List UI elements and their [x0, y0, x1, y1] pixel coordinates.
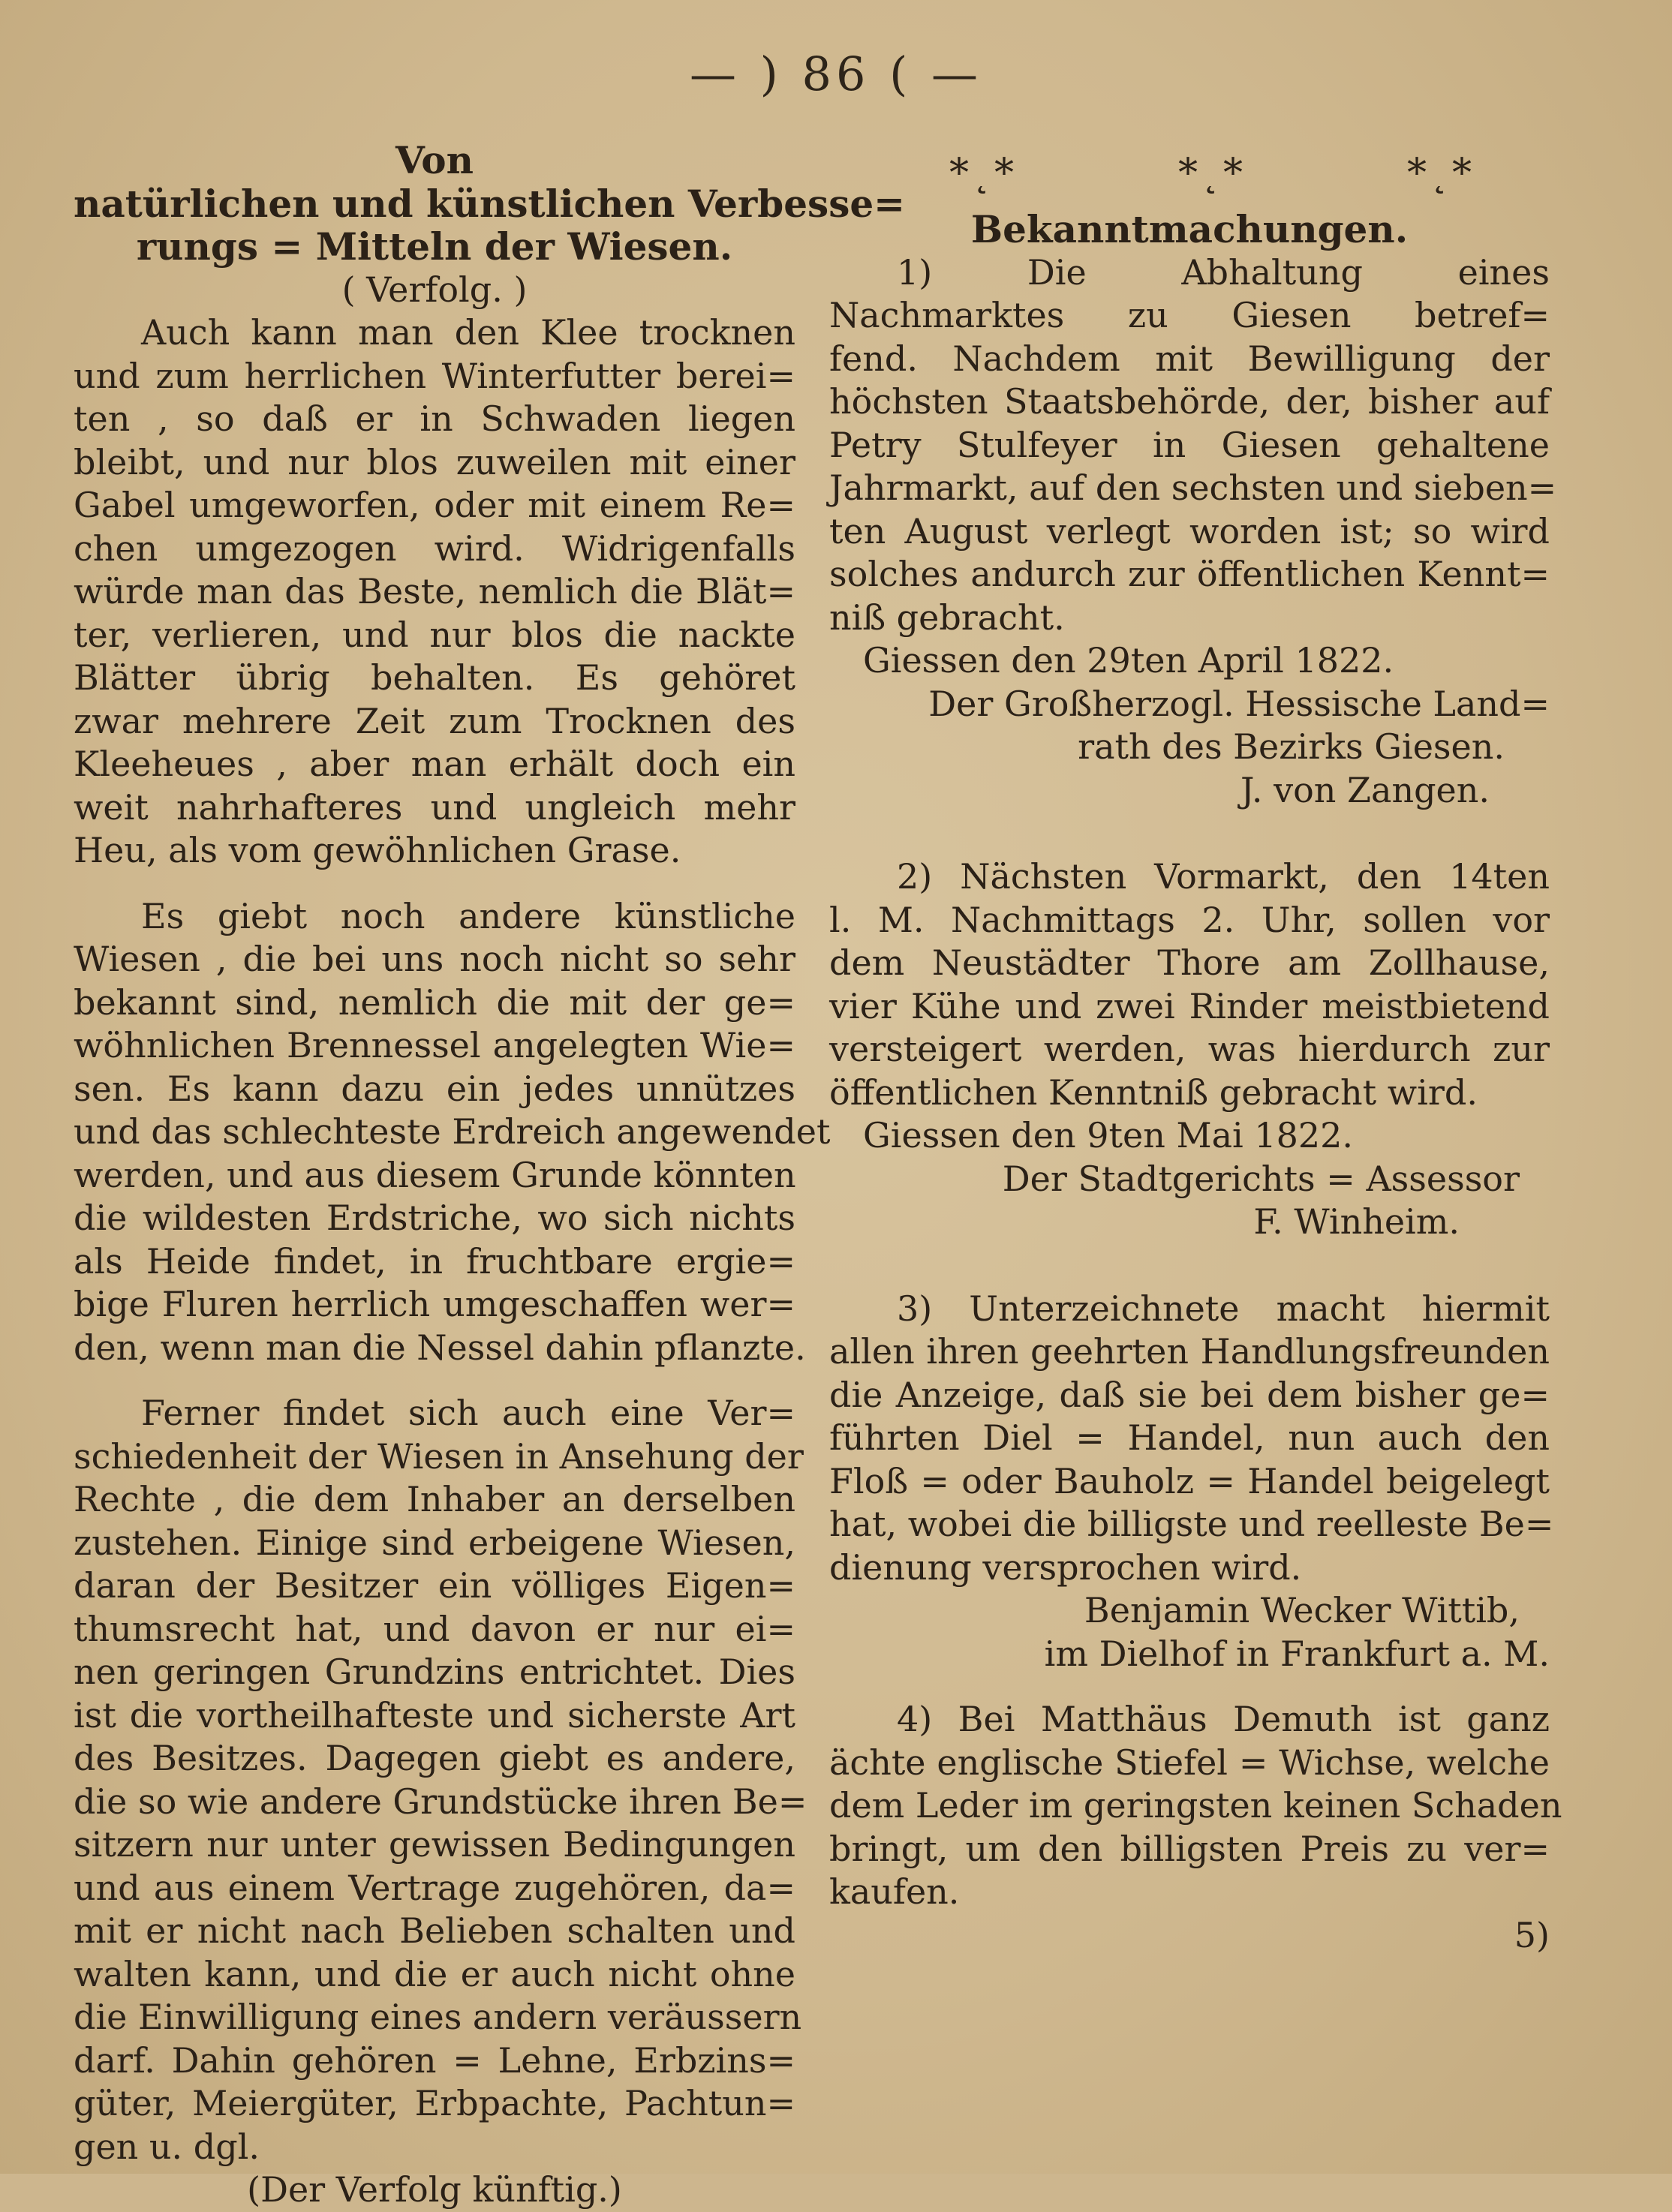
text-line: Blätter übrig behalten. Es gehöret [74, 657, 795, 698]
text-line: vier Kühe und zwei Rinder meistbietend [829, 985, 1550, 1026]
text-line: zustehen. Einige sind erbeigene Wiesen, [74, 1522, 795, 1563]
text-line: dem Neustädter Thore am Zollhause, [829, 942, 1550, 983]
text-line: güter, Meiergüter, Erbpachte, Pachtun= [74, 2083, 795, 2123]
signature-name: J. von Zangen. [1240, 769, 1490, 810]
signature-name: F. Winheim. [1253, 1201, 1460, 1242]
text-line: zwar mehrere Zeit zum Trocknen des [74, 700, 795, 741]
text-line: nen geringen Grundzins entrichtet. Dies [74, 1651, 795, 1692]
notice-2 [829, 855, 1550, 1244]
right-column [829, 139, 1562, 1957]
text-line: solches andurch zur öffentlichen Kennt= [829, 554, 1550, 594]
text-line: und aus einem Vertrage zugehören, da= [74, 1867, 795, 1908]
paragraph [74, 895, 831, 1370]
text-line: 4) Bei Matthäus Demuth ist ganz [897, 1699, 1550, 1739]
text-line: Gabel umgeworfen, oder mit einem Re= [74, 485, 795, 525]
signature-line: Der Großherzogl. Hessische Land= [928, 683, 1550, 724]
text-line: die so wie andere Grundstücke ihren Be= [74, 1781, 807, 1822]
text-line: weit nahrhafteres und ungleich mehr [74, 786, 795, 828]
page-number: — ) 86 ( — [689, 47, 983, 101]
text-line: Rechte , die dem Inhaber an derselben [74, 1479, 795, 1519]
text-line: daran der Besitzer ein völliges Eigen= [74, 1565, 795, 1606]
text-line: dem Leder im geringsten keinen Schaden [829, 1785, 1562, 1826]
text-line: versteigert werden, was hierdurch zur [829, 1029, 1550, 1069]
text-line: ten August verlegt worden ist; so wird [829, 510, 1550, 551]
text-line: walten kann, und die er auch nicht ohne [74, 1953, 795, 1994]
text-line: 1) Die Abhaltung eines [897, 251, 1550, 293]
text-line: ächte englische Stiefel = Wichse, welche [829, 1742, 1550, 1783]
text-line: ten , so daß er in Schwaden liegen [74, 398, 795, 439]
article-title-line: natürlichen und künstlichen Verbesse= [74, 181, 906, 226]
text-line: chen umgezogen wird. Widrigenfalls [74, 527, 795, 569]
paragraph [74, 1392, 807, 2168]
notice-1 [829, 251, 1557, 813]
text-line: Nachmarktes zu Giesen betref= [829, 295, 1550, 335]
text-line: sitzern nur unter gewissen Bedingungen [74, 1824, 795, 1865]
star-ornament: *˛* [1407, 151, 1475, 196]
text-line: führten Diel = Handel, nun auch den [829, 1417, 1550, 1458]
text-line: werden, und aus diesem Grunde könnten [74, 1154, 796, 1195]
text-line: ist die vortheilhafteste und sicherste Art [74, 1694, 795, 1736]
notice-date: Giessen den 29ten April 1822. [863, 640, 1394, 681]
text-line: den, wenn man die Nessel dahin pflanzte. [74, 1327, 806, 1368]
ornament-stars [829, 139, 1550, 208]
text-line: mit er nicht nach Belieben schalten und [74, 1910, 795, 1951]
text-line: thumsrecht hat, und davon er nur ei= [74, 1608, 795, 1649]
text-line: darf. Dahin gehören = Lehne, Erbzins= [74, 2039, 795, 2081]
text-line: Es giebt noch andere künstliche [141, 895, 795, 936]
text-line: schiedenheit der Wiesen in Ansehung der [74, 1435, 804, 1477]
catchword: 5) [1514, 1914, 1550, 1955]
text-line: dienung versprochen wird. [829, 1546, 1302, 1588]
star-ornament: *˛* [949, 151, 1017, 196]
text-line: als Heide findet, in fruchtbare ergie= [74, 1240, 795, 1282]
text-line: und zum herrlichen Winterfutter berei= [74, 355, 795, 396]
notice-4 [829, 1698, 1562, 1914]
text-line: Jahrmarkt, auf den sechsten und sieben= [829, 467, 1557, 508]
text-line: würde man das Beste, nemlich die Blät= [74, 571, 795, 612]
text-line: die wildesten Erdstriche, wo sich nichts [74, 1198, 795, 1238]
notice-date: Giessen den 9ten Mai 1822. [863, 1115, 1354, 1156]
text-line: Heu, als vom gewöhnlichen Grase. [74, 830, 681, 870]
section-heading: Bekanntmachungen. [970, 207, 1409, 251]
text-line: bige Fluren herrlich umgeschaffen wer= [74, 1284, 795, 1324]
text-line: gen u. dgl. [74, 2126, 260, 2167]
star-ornament: *˛* [1178, 151, 1246, 196]
text-line: sen. Es kann dazu ein jedes unnützes [74, 1068, 795, 1109]
text-line: bringt, um den billigsten Preis zu ver= [829, 1828, 1550, 1869]
text-line: Ferner findet sich auch eine Ver= [141, 1393, 795, 1433]
text-line: hat, wobei die billigste und reelleste Be= [829, 1504, 1554, 1544]
text-line: ter, verlieren, und nur blos die nackte [74, 614, 795, 655]
signature-name: Benjamin Wecker Wittib, [1084, 1590, 1520, 1630]
paragraph [74, 311, 795, 873]
text-line: des Besitzes. Dagegen giebt es andere, [74, 1738, 795, 1778]
text-line: öffentlichen Kenntniß gebracht wird. [829, 1071, 1478, 1113]
text-line: die Einwilligung eines andern veräussern [74, 1997, 802, 2037]
article-title-line: Von [395, 138, 474, 182]
text-line: bekannt sind, nemlich die mit der ge= [74, 981, 795, 1023]
notice-3 [829, 1288, 1554, 1676]
continuation-note: (Der Verfolg künftig.) [247, 2169, 622, 2210]
text-line: niß gebracht. [829, 597, 1065, 638]
text-line: 3) Unterzeichnete macht hiermit [897, 1288, 1550, 1329]
signature-line: im Dielhof in Frankfurt a. M. [1044, 1633, 1550, 1674]
signature-line: Der Stadtgerichts = Assessor [1002, 1158, 1520, 1199]
text-line: Floß = oder Bauholz = Handel beigelegt [829, 1460, 1550, 1501]
text-line: und das schlechteste Erdreich angewendet [74, 1111, 831, 1152]
text-line: wöhnlichen Brennessel angelegten Wie= [74, 1025, 795, 1065]
text-line: fend. Nachdem mit Bewilligung der [829, 338, 1550, 379]
text-line: kaufen. [829, 1871, 960, 1912]
text-line: Wiesen , die bei uns noch nicht so sehr [74, 939, 795, 979]
text-line: Kleeheues , aber man erhält doch ein [74, 744, 795, 784]
text-line: 2) Nächsten Vormarkt, den 14ten [897, 856, 1550, 897]
text-line: Petry Stulfeyer in Giesen gehaltene [829, 424, 1550, 465]
text-line: höchsten Staatsbehörde, der, bisher auf [829, 381, 1550, 422]
article-subtitle: ( Verfolg. ) [341, 269, 528, 310]
signature-line: rath des Bezirks Giesen. [1078, 726, 1505, 767]
text-line: l. M. Nachmittags 2. Uhr, sollen vor [829, 899, 1550, 940]
text-line: Auch kann man den Klee trocknen [141, 312, 795, 353]
text-line: die Anzeige, daß sie bei dem bisher ge= [829, 1374, 1550, 1415]
article-title-line: rungs = Mitteln der Wiesen. [136, 224, 733, 269]
text-line: allen ihren geehrten Handlungsfreunden [829, 1331, 1550, 1372]
text-line: bleibt, und nur blos zuweilen mit einer [74, 441, 795, 482]
